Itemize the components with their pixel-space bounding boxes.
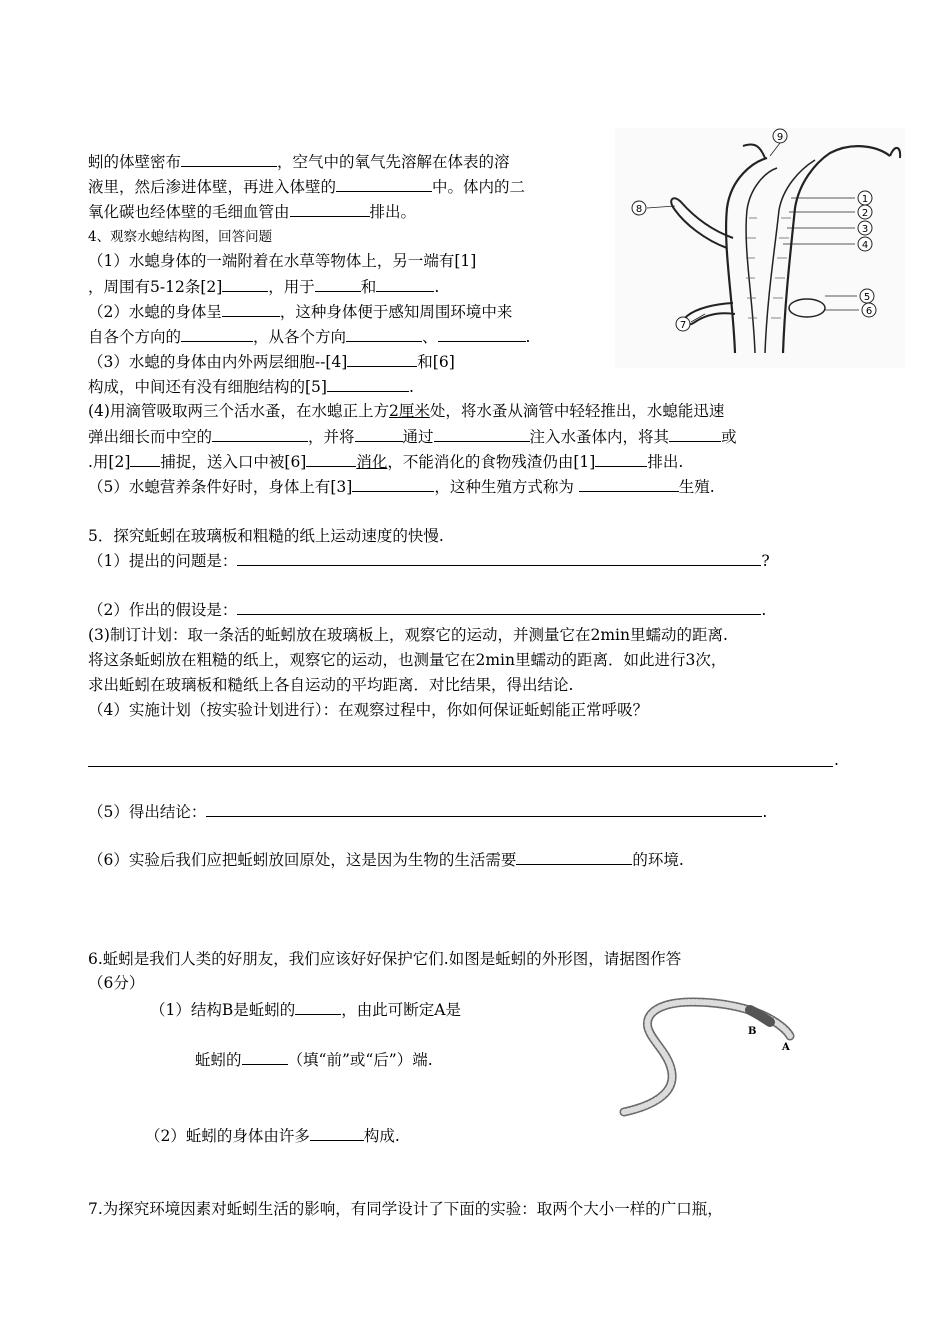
- hydra-label: 1: [861, 194, 869, 205]
- q4-text: ，并将: [308, 428, 355, 446]
- hydra-label: 7: [679, 320, 687, 331]
- q4-text: 通过: [402, 428, 434, 446]
- q4-text: （3）水螅的身体由内外两层细胞--[4]: [88, 353, 348, 371]
- hydra-label: 4: [861, 240, 869, 251]
- q5-p6: [88, 848, 684, 871]
- q4-text: ，这种身体便于感知周围环境中来: [279, 303, 513, 321]
- q6-text: （1）结构B是蚯蚓的: [150, 1001, 296, 1019]
- fig-label-b: B: [748, 1026, 757, 1037]
- q3-text: 排出。: [369, 203, 417, 221]
- hydra-label: 5: [863, 292, 871, 303]
- q4-p2-line2: [88, 325, 530, 348]
- hydra-label: 3: [861, 224, 869, 235]
- q4-p1-line2: [88, 275, 439, 298]
- answer-blank[interactable]: [181, 325, 253, 342]
- q4-text: .: [434, 278, 440, 296]
- answer-blank[interactable]: [434, 425, 530, 442]
- q4-text: 和[6]: [417, 353, 455, 371]
- q4-text: （5）水螅营养条件好时，身体上有[3]: [88, 478, 353, 496]
- q5-p4-end: .: [834, 751, 839, 769]
- q5-p2: [88, 598, 766, 621]
- q3-line-3: [88, 200, 416, 223]
- q4-text: （2）水螅的身体呈: [88, 303, 222, 321]
- q4-text: 弹出细长而中空的: [88, 428, 213, 446]
- q4-p5-line1: [88, 475, 715, 498]
- answer-blank[interactable]: [376, 275, 434, 292]
- answer-blank[interactable]: [346, 325, 422, 342]
- answer-blank[interactable]: [336, 175, 432, 192]
- hydra-drawing: [615, 128, 905, 368]
- hydra-label: 8: [635, 204, 643, 215]
- q6-text: 蚯蚓的: [195, 1051, 242, 1069]
- answer-blank[interactable]: [315, 275, 361, 292]
- q3-text: 氧化碳也经体壁的毛细血管由: [88, 203, 290, 221]
- q4-text: 生殖.: [678, 478, 715, 496]
- q5-p3-line2: 将这条蚯蚓放在粗糙的纸上，观察它的运动，也测量它在2min里蠕动的距离．如此进行3次，: [88, 651, 727, 669]
- q6-p2: [145, 1124, 400, 1147]
- answer-blank[interactable]: [206, 800, 762, 817]
- q5-text: （5）得出结论：: [88, 803, 207, 821]
- q4-text: 或: [721, 428, 737, 446]
- q3-line-1: [88, 150, 510, 173]
- q4-underlined-text: 消化: [356, 453, 388, 471]
- q4-text: ，用于: [268, 278, 315, 296]
- answer-blank[interactable]: [352, 475, 434, 492]
- q6-p1-line2: [195, 1048, 433, 1071]
- q3-text: 蚓的体壁密布: [88, 153, 182, 171]
- hydra-label: 6: [865, 306, 873, 317]
- q4-text: 构成，中间还有没有细胞结构的[5]: [88, 378, 327, 396]
- q4-text: .: [408, 378, 414, 396]
- q5-title: 5．探究蚯蚓在玻璃板和粗糙的纸上运动速度的快慢.: [88, 527, 444, 545]
- answer-blank[interactable]: [237, 549, 761, 566]
- q5-p3-line3: 求出蚯蚓在玻璃板和糙纸上各自运动的平均距离．对比结果，得出结论.: [88, 676, 574, 694]
- q4-text: .用[2]: [88, 453, 131, 471]
- q5-text: （1）提出的问题是：: [88, 552, 238, 570]
- q5-p1: [88, 549, 770, 572]
- answer-line[interactable]: [88, 766, 833, 767]
- q5-p5: [88, 800, 767, 823]
- q4-p4-line1: [88, 400, 724, 422]
- answer-blank[interactable]: [516, 848, 632, 865]
- answer-blank[interactable]: [669, 425, 721, 442]
- earthworm-figure: [612, 994, 802, 1120]
- answer-blank[interactable]: [181, 150, 277, 167]
- q6-text: ，由此可断定A是: [341, 1001, 461, 1019]
- q4-p4-line3: [88, 450, 683, 473]
- answer-blank[interactable]: [355, 425, 403, 442]
- q5-text: .: [762, 803, 768, 821]
- q4-text: ，这种生殖方式称为: [434, 478, 574, 496]
- q4-p3-line1: [88, 350, 455, 373]
- answer-blank[interactable]: [327, 375, 409, 392]
- q5-p3-line1: (3)制订计划：取一条活的蚯蚓放在玻璃板上，观察它的运动，并测量它在2min里蠕动的距离.: [88, 626, 728, 644]
- answer-blank[interactable]: [310, 1124, 364, 1141]
- q4-p3-line2: [88, 375, 414, 398]
- q5-p4: （4）实施计划（按实验计划进行）：在观察过程中，你如何保证蚯蚓能正常呼吸？: [88, 701, 649, 719]
- q6-score: （6分）: [88, 974, 145, 992]
- q4-p2-line1: [88, 300, 512, 323]
- q4-text: 、: [422, 328, 438, 346]
- q4-text: .: [525, 328, 531, 346]
- q4-text: 自各个方向的: [88, 328, 182, 346]
- answer-blank[interactable]: [438, 325, 526, 342]
- q3-text: 液里，然后渗进体壁，再进入体壁的: [88, 178, 337, 196]
- q4-title: 4、观察水螅结构图，回答问题: [88, 229, 273, 245]
- answer-blank[interactable]: [579, 475, 679, 492]
- q4-text: 排出.: [647, 453, 684, 471]
- fig-label-a: A: [782, 1042, 790, 1053]
- answer-blank[interactable]: [595, 450, 647, 467]
- answer-blank[interactable]: [242, 1048, 288, 1065]
- answer-blank[interactable]: [290, 200, 370, 217]
- q5-text: （6）实验后我们应把蚯蚓放回原处，这是因为生物的生活需要: [88, 851, 517, 869]
- hydra-label: 2: [861, 208, 869, 219]
- answer-blank[interactable]: [130, 450, 160, 467]
- q6-text: （2）蚯蚓的身体由许多: [145, 1127, 310, 1145]
- q3-text: 中。体内的二: [432, 178, 526, 196]
- q4-text: 捕捉，送入口中被[6]: [160, 453, 307, 471]
- q4-text: ，不能消化的食物残渣仍由[1]: [387, 453, 596, 471]
- q6-p1-line1: [150, 998, 461, 1021]
- q4-underlined-text: 2厘米: [388, 402, 430, 420]
- q5-text: .: [761, 601, 767, 619]
- q4-text: ，从各个方向: [253, 328, 347, 346]
- q3-line-2: [88, 175, 525, 198]
- answer-blank[interactable]: [212, 425, 308, 442]
- q5-text: 的环境.: [632, 851, 684, 869]
- q5-text: （2）作出的假设是：: [88, 601, 238, 619]
- earthworm-drawing: [612, 994, 802, 1120]
- hydra-label: 9: [776, 132, 784, 143]
- answer-blank[interactable]: [222, 275, 268, 292]
- q4-text: ，周围有5-12条[2]: [88, 278, 223, 296]
- q6-text: （填“前”或“后”）端.: [287, 1051, 433, 1069]
- hydra-structure-figure: [615, 128, 905, 368]
- q4-text: (4)用滴管吸取两三个活水蚤，在水螅正上方: [88, 402, 389, 420]
- q4-text: 和: [360, 278, 377, 296]
- answer-blank[interactable]: [306, 450, 356, 467]
- q4-text: 处，将水蚤从滴管中轻轻推出，水螅能迅速: [429, 402, 725, 420]
- answer-blank[interactable]: [222, 300, 280, 317]
- q4-text: 注入水蚤体内，将其: [529, 428, 670, 446]
- q5-text: ?: [761, 552, 770, 570]
- q6-text: 构成.: [363, 1127, 400, 1145]
- q6-title: 6.蚯蚓是我们人类的好朋友，我们应该好好保护它们.如图是蚯蚓的外形图，请据图作答: [88, 950, 682, 968]
- answer-blank[interactable]: [237, 598, 761, 615]
- q4-p4-line2: [88, 425, 737, 448]
- q3-text: ，空气中的氧气先溶解在体表的溶: [277, 153, 510, 171]
- answer-blank[interactable]: [347, 350, 417, 367]
- q4-p1-line1: （1）水螅身体的一端附着在水草等物体上，另一端有[1]: [88, 252, 477, 270]
- q7-p1: 7.为探究环境因素对蚯蚓生活的影响，有同学设计了下面的实验：取两个大小一样的广口瓶，: [88, 1200, 723, 1218]
- answer-blank[interactable]: [295, 998, 341, 1015]
